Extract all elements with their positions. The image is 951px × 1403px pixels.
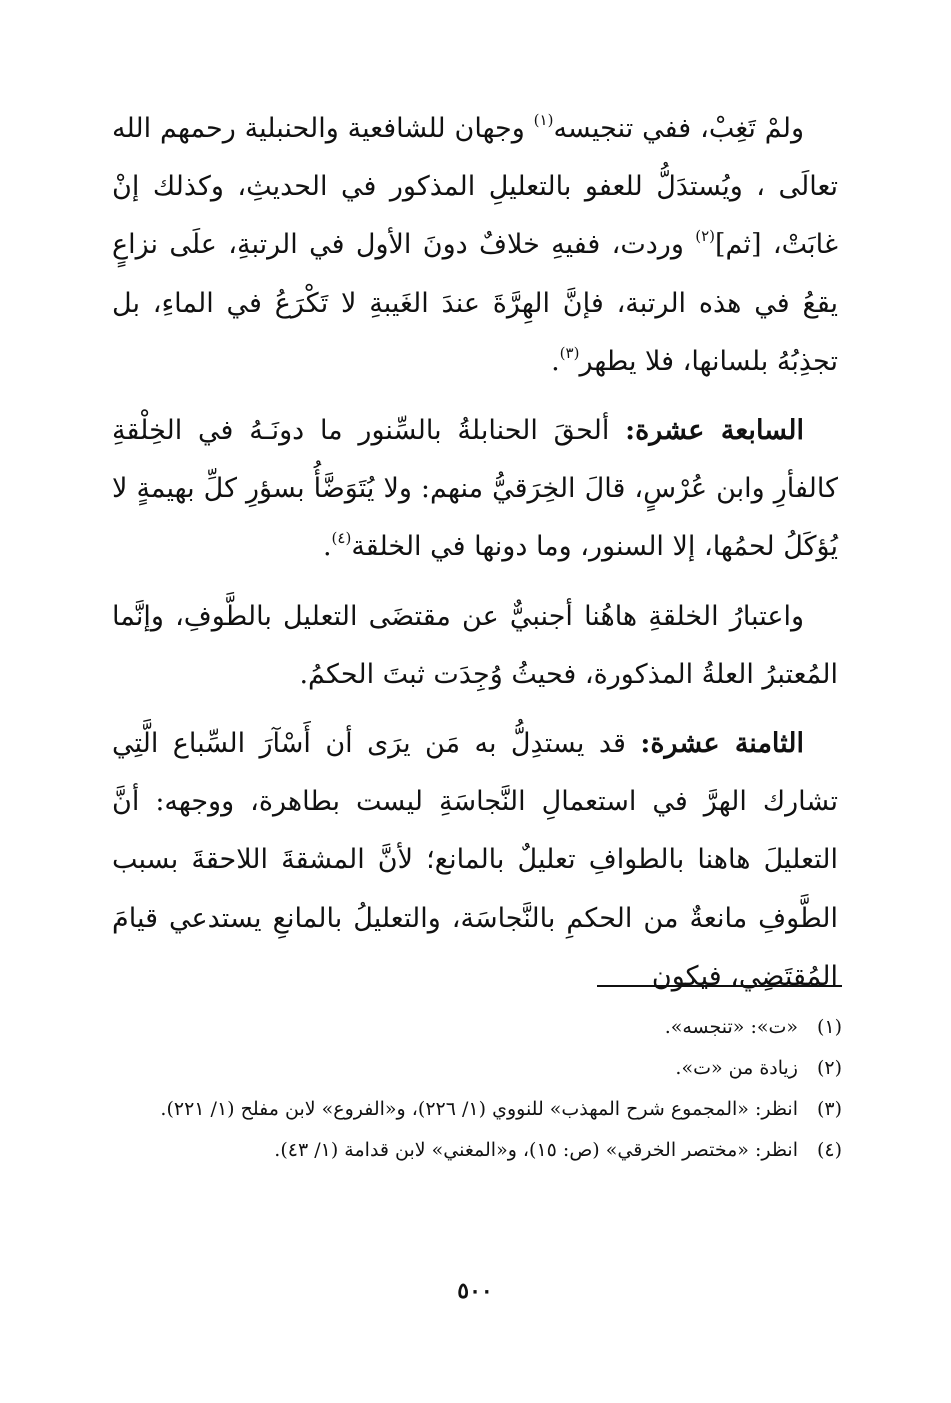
- paragraph-1-text-3: وردت، ففيهِ خلافٌ دونَ الأول في الرتبةِ، علَى نزاعٍ يقعُ في هذه الرتبة، فإنَّ الهِرَّةَ عندَ الغَيبةِ لا تَكْرَعُ في الماءِ، بل تجذِبُهُ بلسانها، فلا يطهر: [112, 229, 838, 377]
- paragraph-1-text-4: .: [551, 345, 560, 377]
- paragraph-4: [112, 715, 838, 1006]
- section-heading-17: السابعة عشرة:: [625, 415, 804, 447]
- paragraph-4-text-1: قد يستدِلُّ به مَن يرَى أن أَسْآرَ السِّباع الَّتِي تشارك الهرَّ في استعمالِ النَّجاسَةِ ليست بطاهرة، ووجهه: أنَّ التعليلَ هاهنا بالطوافِ تعليلٌ بالمانع؛ لأنَّ المشقةَ اللاحقةَ بسبب الطَّوفِ مانعةٌ من الحكمِ بالنَّجاسَة، والتعليلُ بالمانعِ يستدعي قيامَ المُقتَضِي، فيكون: [112, 728, 838, 992]
- footnote-ref-2: (٢): [695, 227, 715, 246]
- paragraph-1-text-1: ولمْ تَغِبْ، ففي تنجيسه: [553, 113, 804, 144]
- footnotes: [112, 1012, 842, 1176]
- footnote-ref-1: (١): [533, 111, 554, 129]
- footnote-text: زيادة من «ت».: [675, 1057, 798, 1079]
- paragraph-2-text-1: ألحقَ الحنابلةُ بالسِّنور ما دونَـهُ في الخِلْقةِ كالفأرِ وابن عُرْسٍ، قالَ الخِرَقيُّ منهم: ولا يُتَوَضَّأُ بسؤرِ كلِّ بهيمةٍ لا يُؤكَلُ لحمُها، إلا السنور، وما دونها في الخلقة: [112, 415, 838, 563]
- footnote-text: انظر: «المجموع شرح المهذب» للنووي (١/ ٢٢٦)، و«الفروع» لابن مفلح (١/ ٢٢١).: [160, 1098, 798, 1120]
- paragraph-2-text-2: .: [322, 531, 332, 563]
- footnote-ref-4: (٤): [331, 529, 352, 548]
- footnote-separator: [597, 985, 842, 987]
- section-heading-18: الثامنة عشرة:: [640, 728, 805, 760]
- footnote-ref-3: (٣): [559, 343, 580, 362]
- footnote-text: انظر: «مختصر الخرقي» (ص: ١٥)، و«المغني» لابن قدامة (١/ ٤٣).: [274, 1139, 798, 1161]
- paragraph-1-text-2: وجهان للشافعية والحنبلية رحمهم الله تعالَى ، ويُستدَلُّ للعفو بالتعليلِ المذكور في الحديثِ، وكذلك إنْ غابَتْ، [ثم]: [112, 113, 838, 261]
- footnote-2: [112, 1053, 842, 1083]
- main-text: [112, 100, 838, 1017]
- footnote-number: (٤): [816, 1139, 842, 1161]
- footnote-4: [112, 1135, 842, 1165]
- paragraph-3: [112, 588, 838, 704]
- footnote-number: (٢): [816, 1057, 842, 1079]
- footnote-text: «ت»: «تنجسه».: [664, 1016, 798, 1038]
- page-number: ٥٠٠: [457, 1278, 493, 1304]
- paragraph-2: [112, 402, 838, 577]
- paragraph-1: [112, 100, 838, 391]
- footnote-number: (٣): [816, 1098, 842, 1120]
- footnote-1: [112, 1012, 842, 1042]
- footnote-3: [112, 1094, 842, 1124]
- paragraph-3-text-1: واعتبارُ الخلقةِ هاهُنا أجنبيٌّ عن مقتضَى التعليل بالطَّوفِ، وإنَّما المُعتبرُ العلةُ المذكورة، فحيثُ وُجِدَت ثبتَ الحكمُ.: [112, 600, 838, 690]
- footnote-number: (١): [816, 1016, 842, 1038]
